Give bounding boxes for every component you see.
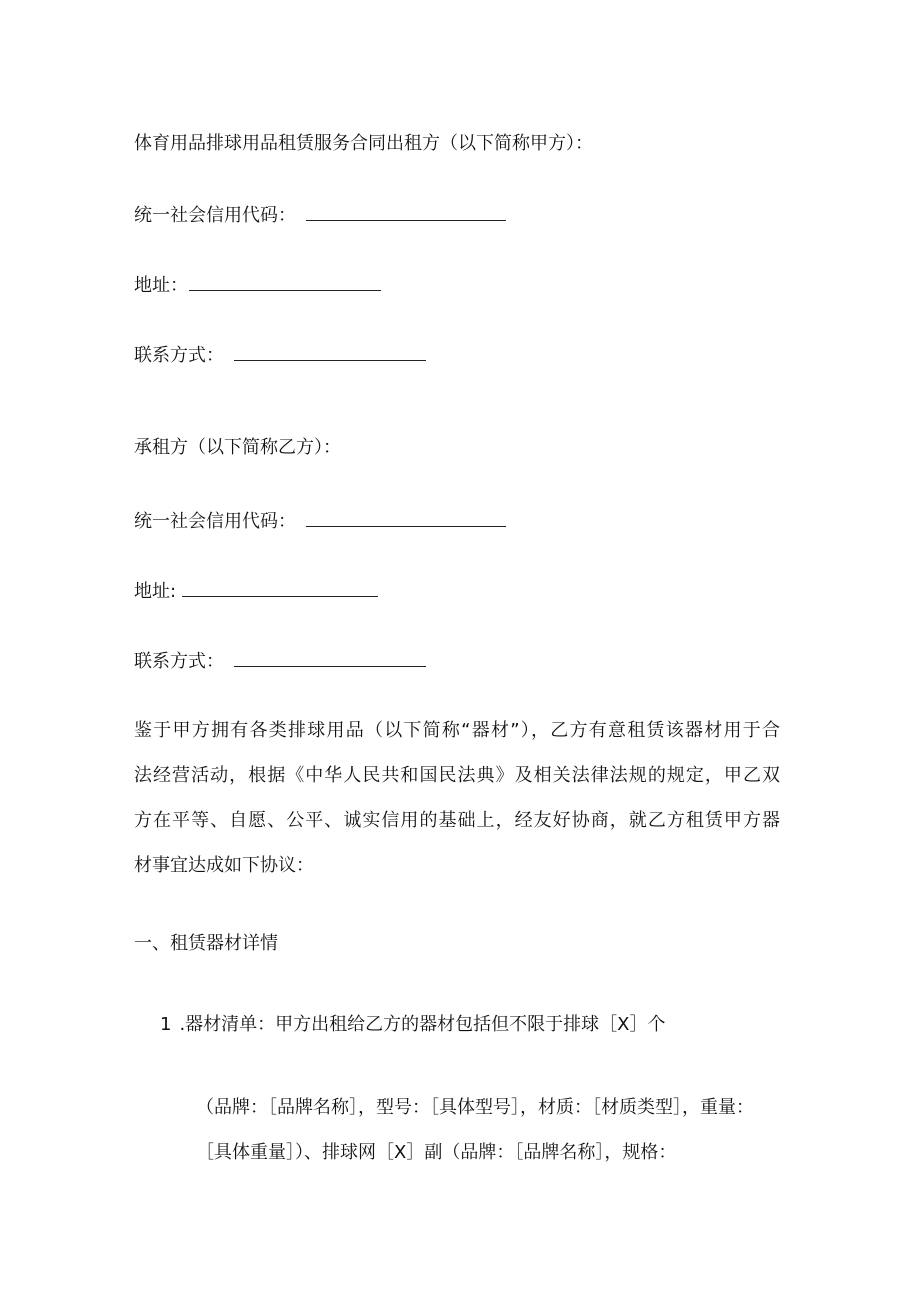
lessor-contact-blank[interactable]: [234, 342, 426, 361]
lessee-heading: [134, 435, 341, 461]
lessor-heading-text: 体育用品排球用品租赁服务合同出租方（以下简称甲方）：: [134, 133, 593, 154]
lessee-contact-row: [134, 648, 426, 675]
lessor-credit-code-blank[interactable]: [306, 202, 506, 221]
lessee-credit-code-row: [134, 508, 506, 535]
lessee-address-row: [134, 578, 378, 605]
lessee-address-blank[interactable]: [182, 578, 378, 597]
lessee-credit-code-label: 统一社会信用代码：: [134, 511, 296, 532]
item-1-number: 1: [160, 1014, 172, 1035]
item-1-continuation-line-1: （品牌：［品牌名称］，型号：［具体型号］，材质：［材质类型］，重量：: [196, 1097, 754, 1118]
preamble-line-4: 材事宜达成如下协议：: [134, 855, 314, 876]
item-1-continuation: [196, 1085, 786, 1175]
section-1-title-text: 一、租赁器材详情: [134, 933, 278, 954]
lessee-address-label: 地址:: [134, 581, 177, 602]
preamble-line-2: 法经营活动，根据《中华人民共和国民法典》及相关法律法规的规定，甲乙双: [134, 765, 780, 786]
lessor-contact-label: 联系方式：: [134, 345, 224, 366]
lessor-contact-row: [134, 342, 426, 369]
item-1-continuation-line-2: ［具体重量］）、排球网［X］副（品牌：［品牌名称］，规格：: [196, 1142, 677, 1163]
lessor-address-label: 地址：: [134, 275, 188, 296]
lessor-heading: [134, 131, 593, 157]
item-1-text: .器材清单：甲方出租给乙方的器材包括但不限于排球［X］个: [179, 1014, 666, 1035]
lessor-credit-code-row: [134, 202, 506, 229]
lessee-heading-text: 承租方（以下简称乙方）：: [134, 437, 341, 458]
preamble-line-3: 方在平等、自愿、公平、诚实信用的基础上，经友好协商，就乙方租赁甲方器: [134, 810, 780, 831]
preamble-paragraph: [134, 708, 780, 888]
lessee-contact-blank[interactable]: [234, 648, 426, 667]
lessor-address-row: [134, 272, 381, 299]
item-1: [160, 1012, 666, 1038]
lessor-address-blank[interactable]: [189, 272, 381, 291]
preamble-line-1: 鉴于甲方拥有各类排球用品（以下简称“器材”），乙方有意租赁该器材用于合: [134, 720, 780, 741]
lessee-contact-label: 联系方式：: [134, 651, 224, 672]
lessor-credit-code-label: 统一社会信用代码：: [134, 205, 296, 226]
lessee-credit-code-blank[interactable]: [306, 508, 506, 527]
section-1-title: [134, 931, 278, 957]
